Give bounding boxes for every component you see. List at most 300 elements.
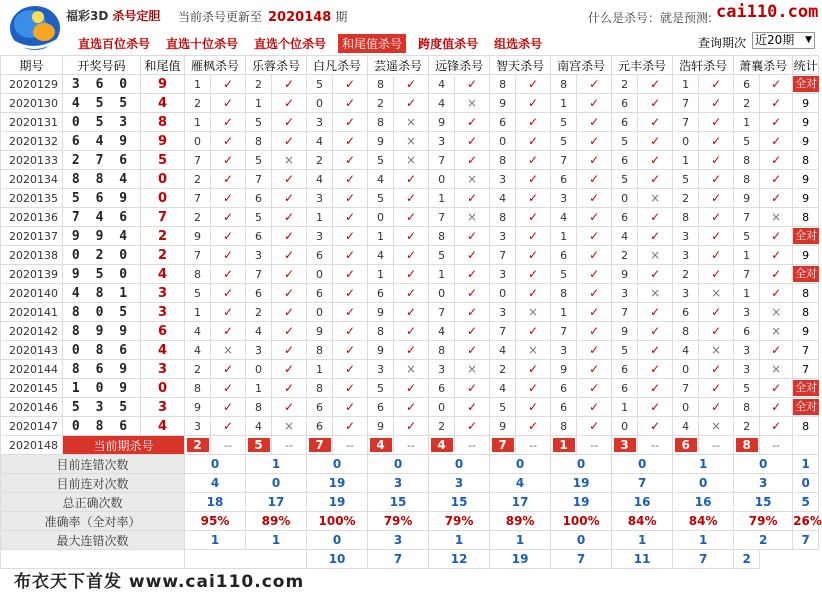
check-mark-icon: ✓ (272, 341, 307, 360)
check-mark-icon: ✓ (577, 284, 612, 303)
kill-value: 3 (307, 189, 333, 208)
kill-value: 0 (368, 208, 394, 227)
extra-value: 19 (490, 550, 551, 569)
wrong-mark-icon: × (455, 94, 490, 113)
current-kill-number: 1 (553, 438, 575, 452)
kill-value: 4 (307, 132, 333, 151)
kill-value: 7 (734, 208, 760, 227)
kill-value: 3 (429, 132, 455, 151)
kill-value: 4 (368, 246, 394, 265)
draw-numbers: 6 4 9 (63, 132, 141, 151)
period-cell: 2020134 (1, 170, 63, 189)
kill-value: 9 (734, 189, 760, 208)
kill-value: 6 (551, 379, 577, 398)
draw-numbers: 0 5 3 (63, 113, 141, 132)
check-mark-icon: ✓ (333, 398, 368, 417)
check-mark-icon: ✓ (699, 75, 734, 94)
summary-value: 0 (734, 455, 793, 474)
check-mark-icon: ✓ (333, 227, 368, 246)
kill-value: 7 (673, 113, 699, 132)
kill-value: 1 (368, 227, 394, 246)
table-row (1, 94, 819, 113)
wrong-mark-icon: × (699, 417, 734, 436)
extra-value: 7 (673, 550, 734, 569)
kill-value: 2 (612, 246, 638, 265)
check-mark-icon: ✓ (577, 227, 612, 246)
summary-value: 26% (793, 512, 819, 531)
check-mark-icon: ✓ (333, 246, 368, 265)
kill-value: 3 (246, 246, 272, 265)
col-expert: 雁枫杀号 (185, 56, 246, 75)
check-mark-icon: ✓ (455, 341, 490, 360)
check-mark-icon: ✓ (394, 417, 429, 436)
kill-value: 6 (307, 284, 333, 303)
kill-value: 4 (246, 322, 272, 341)
kill-value: 4 (368, 170, 394, 189)
kill-value: 0 (490, 132, 516, 151)
current-kill-dash: -- (394, 436, 429, 455)
col-numbers: 开奖号码 (63, 56, 141, 75)
draw-numbers: 1 0 9 (63, 379, 141, 398)
kill-value: 6 (612, 360, 638, 379)
check-mark-icon: ✓ (577, 265, 612, 284)
kill-value: 5 (734, 132, 760, 151)
kill-value: 8 (368, 322, 394, 341)
check-mark-icon: ✓ (516, 113, 551, 132)
summary-row (1, 512, 819, 531)
check-mark-icon: ✓ (272, 360, 307, 379)
tail-value: 3 (141, 360, 185, 379)
summary-value: 16 (673, 493, 734, 512)
extra-value: 7 (368, 550, 429, 569)
summary-value: 0 (793, 474, 819, 493)
current-kill-cell (368, 436, 394, 455)
kill-value: 3 (490, 170, 516, 189)
current-kill-cell (307, 436, 333, 455)
summary-value: 1 (246, 455, 307, 474)
period-cell: 2020145 (1, 379, 63, 398)
check-mark-icon: ✓ (699, 170, 734, 189)
kill-value: 1 (246, 379, 272, 398)
current-kill-cell (429, 436, 455, 455)
kill-value: 4 (429, 94, 455, 113)
col-expert: 乐蓉杀号 (246, 56, 307, 75)
kill-value: 5 (551, 265, 577, 284)
check-mark-icon: ✓ (516, 132, 551, 151)
kill-value: 9 (185, 398, 211, 417)
check-mark-icon: ✓ (699, 132, 734, 151)
nav-tab-1[interactable]: 直选十位杀号 (166, 37, 239, 51)
kill-value: 2 (246, 75, 272, 94)
draw-numbers: 3 6 0 (63, 75, 141, 94)
period-cell: 2020129 (1, 75, 63, 94)
check-mark-icon: ✓ (211, 379, 246, 398)
tail-value: 2 (141, 246, 185, 265)
kill-value: 7 (612, 303, 638, 322)
wrong-mark-icon: × (699, 284, 734, 303)
summary-value: 19 (551, 493, 612, 512)
check-mark-icon: ✓ (638, 398, 673, 417)
check-mark-icon: ✓ (760, 189, 793, 208)
kill-value: 5 (368, 151, 394, 170)
check-mark-icon: ✓ (211, 189, 246, 208)
kill-value: 0 (307, 303, 333, 322)
check-mark-icon: ✓ (211, 417, 246, 436)
period-cell: 2020135 (1, 189, 63, 208)
kill-value: 8 (368, 75, 394, 94)
check-mark-icon: ✓ (394, 75, 429, 94)
kill-value: 6 (612, 379, 638, 398)
kill-value: 6 (429, 379, 455, 398)
kill-value: 1 (185, 113, 211, 132)
query-label: 查询期次 (698, 36, 747, 50)
check-mark-icon: ✓ (760, 227, 793, 246)
check-mark-icon: ✓ (394, 208, 429, 227)
kill-value: 5 (368, 379, 394, 398)
nav-tab-2[interactable]: 直选个位杀号 (254, 37, 327, 51)
kill-value: 6 (612, 151, 638, 170)
kill-value: 1 (551, 94, 577, 113)
kill-value: 7 (185, 189, 211, 208)
summary-value: 19 (307, 474, 368, 493)
kill-value: 5 (734, 227, 760, 246)
summary-value: 1 (673, 455, 734, 474)
current-kill-number: 6 (675, 438, 697, 452)
kill-value: 8 (673, 208, 699, 227)
check-mark-icon: ✓ (333, 94, 368, 113)
current-kill-cell (551, 436, 577, 455)
nav-tab-3[interactable]: 和尾值杀号 (338, 34, 406, 53)
check-mark-icon: ✓ (638, 360, 673, 379)
kill-value: 1 (368, 265, 394, 284)
kill-value: 7 (246, 265, 272, 284)
check-mark-icon: ✓ (516, 322, 551, 341)
kill-value: 0 (307, 94, 333, 113)
check-mark-icon: ✓ (272, 284, 307, 303)
check-mark-icon: ✓ (577, 94, 612, 113)
wrong-mark-icon: × (455, 170, 490, 189)
kill-value: 9 (368, 341, 394, 360)
kill-value: 9 (307, 322, 333, 341)
current-kill-label: 当前期杀号 (63, 436, 185, 455)
check-mark-icon: ✓ (577, 75, 612, 94)
all-correct-badge: 全对 (795, 267, 818, 280)
kill-value: 9 (490, 417, 516, 436)
col-expert: 智天杀号 (490, 56, 551, 75)
kill-value: 7 (490, 322, 516, 341)
kill-value: 6 (734, 322, 760, 341)
check-mark-icon: ✓ (455, 417, 490, 436)
summary-value: 5 (793, 493, 819, 512)
check-mark-icon: ✓ (638, 341, 673, 360)
tail-value: 4 (141, 265, 185, 284)
current-kill-dash: -- (272, 436, 307, 455)
check-mark-icon: ✓ (333, 341, 368, 360)
tail-value: 9 (141, 75, 185, 94)
check-mark-icon: ✓ (455, 189, 490, 208)
check-mark-icon: ✓ (333, 379, 368, 398)
summary-value: 79% (368, 512, 429, 531)
summary-value: 1 (793, 455, 819, 474)
period-cell: 2020146 (1, 398, 63, 417)
kill-value: 0 (429, 170, 455, 189)
kill-value: 8 (734, 151, 760, 170)
current-kill-number: 3 (614, 438, 636, 452)
kill-value: 8 (490, 151, 516, 170)
col-tail: 和尾值 (141, 56, 185, 75)
summary-value: 15 (429, 493, 490, 512)
check-mark-icon: ✓ (760, 398, 793, 417)
check-mark-icon: ✓ (577, 360, 612, 379)
check-mark-icon: ✓ (455, 246, 490, 265)
kill-value: 9 (612, 265, 638, 284)
nav-tab-5[interactable]: 组选杀号 (494, 37, 543, 51)
kill-value: 1 (185, 75, 211, 94)
all-correct-badge: 全对 (795, 77, 818, 90)
summary-row (1, 474, 819, 493)
stat-cell (793, 75, 819, 94)
stat-cell: 7 (793, 360, 819, 379)
kill-value: 8 (368, 113, 394, 132)
tail-value: 9 (141, 132, 185, 151)
kill-value: 9 (551, 360, 577, 379)
kill-value: 4 (612, 227, 638, 246)
check-mark-icon: ✓ (516, 379, 551, 398)
kill-value: 3 (368, 360, 394, 379)
check-mark-icon: ✓ (577, 322, 612, 341)
draw-numbers: 4 5 5 (63, 94, 141, 113)
check-mark-icon: ✓ (699, 227, 734, 246)
kill-value: 6 (551, 170, 577, 189)
check-mark-icon: ✓ (577, 341, 612, 360)
period-cell: 2020131 (1, 113, 63, 132)
period-cell: 2020138 (1, 246, 63, 265)
kill-value: 6 (551, 246, 577, 265)
wrong-mark-icon: × (455, 208, 490, 227)
col-expert: 白凡杀号 (307, 56, 368, 75)
check-mark-icon: ✓ (211, 75, 246, 94)
stat-cell (793, 398, 819, 417)
col-expert: 浩轩杀号 (673, 56, 734, 75)
stat-cell: 8 (793, 208, 819, 227)
draw-numbers: 2 7 6 (63, 151, 141, 170)
check-mark-icon: ✓ (516, 170, 551, 189)
kill-value: 2 (612, 75, 638, 94)
check-mark-icon: ✓ (211, 170, 246, 189)
period-select[interactable]: 近20期 ▼ (752, 32, 815, 49)
check-mark-icon: ✓ (699, 94, 734, 113)
kill-value: 3 (673, 246, 699, 265)
check-mark-icon: ✓ (272, 170, 307, 189)
kill-value: 9 (368, 417, 394, 436)
summary-value: 100% (551, 512, 612, 531)
check-mark-icon: ✓ (577, 379, 612, 398)
kill-value: 8 (185, 265, 211, 284)
period-cell: 2020139 (1, 265, 63, 284)
check-mark-icon: ✓ (455, 303, 490, 322)
summary-value: 89% (490, 512, 551, 531)
current-kill-number: 5 (248, 438, 270, 452)
kill-value: 5 (368, 189, 394, 208)
check-mark-icon: ✓ (516, 265, 551, 284)
summary-value: 4 (490, 474, 551, 493)
kill-value: 3 (185, 417, 211, 436)
table-row (1, 246, 819, 265)
check-mark-icon: ✓ (333, 360, 368, 379)
current-kill-cell (185, 436, 211, 455)
check-mark-icon: ✓ (699, 398, 734, 417)
summary-label: 最大连错次数 (1, 531, 185, 550)
kill-value: 5 (551, 113, 577, 132)
kill-value: 3 (490, 227, 516, 246)
summary-value: 16 (612, 493, 673, 512)
kill-value: 5 (612, 170, 638, 189)
period-cell: 2020136 (1, 208, 63, 227)
kill-value: 5 (551, 132, 577, 151)
tail-value: 8 (141, 113, 185, 132)
kill-value: 5 (429, 246, 455, 265)
wrong-mark-icon: × (760, 208, 793, 227)
check-mark-icon: ✓ (211, 113, 246, 132)
kill-value: 7 (429, 151, 455, 170)
summary-value: 3 (368, 531, 429, 550)
check-mark-icon: ✓ (394, 170, 429, 189)
kill-value: 6 (612, 113, 638, 132)
check-mark-icon: ✓ (272, 113, 307, 132)
summary-value: 7 (612, 474, 673, 493)
check-mark-icon: ✓ (211, 360, 246, 379)
tail-value: 5 (141, 151, 185, 170)
period-cell: 2020141 (1, 303, 63, 322)
check-mark-icon: ✓ (272, 132, 307, 151)
kill-value: 0 (673, 398, 699, 417)
current-kill-dash: -- (577, 436, 612, 455)
period-cell: 2020133 (1, 151, 63, 170)
summary-value: 0 (490, 455, 551, 474)
check-mark-icon: ✓ (272, 189, 307, 208)
kill-value: 2 (368, 94, 394, 113)
summary-value: 15 (368, 493, 429, 512)
summary-value: 1 (246, 531, 307, 550)
check-mark-icon: ✓ (272, 379, 307, 398)
kill-value: 9 (368, 303, 394, 322)
extra-row-blank (185, 550, 307, 569)
check-mark-icon: ✓ (577, 189, 612, 208)
table-row (1, 284, 819, 303)
kill-value: 2 (490, 360, 516, 379)
tail-value: 3 (141, 303, 185, 322)
check-mark-icon: ✓ (455, 265, 490, 284)
stat-cell: 9 (793, 170, 819, 189)
period-cell: 2020132 (1, 132, 63, 151)
nav-tab-0[interactable]: 直选百位杀号 (78, 37, 151, 51)
kill-value: 0 (490, 284, 516, 303)
extra-row (1, 550, 819, 569)
tail-value: 4 (141, 341, 185, 360)
check-mark-icon: ✓ (272, 303, 307, 322)
kill-value: 2 (734, 417, 760, 436)
table-row (1, 170, 819, 189)
current-kill-cell (612, 436, 638, 455)
check-mark-icon: ✓ (394, 379, 429, 398)
current-kill-dash: -- (699, 436, 734, 455)
site-link[interactable]: cai110.com (716, 2, 819, 22)
col-stat: 统计 (793, 56, 819, 75)
wrong-mark-icon: × (760, 303, 793, 322)
stat-cell: 8 (793, 303, 819, 322)
current-kill-dash: -- (455, 436, 490, 455)
kill-value: 2 (429, 417, 455, 436)
table-row (1, 341, 819, 360)
current-kill-dash: -- (516, 436, 551, 455)
kill-value: 5 (246, 113, 272, 132)
summary-value: 17 (490, 493, 551, 512)
kill-value: 3 (734, 341, 760, 360)
kill-value: 6 (246, 284, 272, 303)
kill-value: 0 (673, 360, 699, 379)
kill-value: 5 (307, 75, 333, 94)
summary-value: 2 (734, 531, 793, 550)
check-mark-icon: ✓ (333, 208, 368, 227)
table-row (1, 417, 819, 436)
check-mark-icon: ✓ (211, 132, 246, 151)
extra-row-footer-space (1, 550, 185, 569)
check-mark-icon: ✓ (577, 151, 612, 170)
summary-value: 1 (673, 531, 734, 550)
update-issue: 2020148 (268, 10, 332, 25)
summary-row (1, 531, 819, 550)
check-mark-icon: ✓ (211, 94, 246, 113)
kill-value: 2 (307, 151, 333, 170)
kill-value: 8 (673, 322, 699, 341)
summary-value: 0 (612, 455, 673, 474)
kill-value: 7 (673, 94, 699, 113)
kill-value: 4 (673, 417, 699, 436)
summary-label: 准确率（全对率） (1, 512, 185, 531)
table-row (1, 151, 819, 170)
kill-value: 0 (612, 189, 638, 208)
check-mark-icon: ✓ (516, 284, 551, 303)
kill-value: 6 (612, 94, 638, 113)
check-mark-icon: ✓ (638, 132, 673, 151)
kill-value: 2 (673, 265, 699, 284)
table-row (1, 132, 819, 151)
check-mark-icon: ✓ (394, 189, 429, 208)
kill-value: 3 (307, 227, 333, 246)
table-row (1, 189, 819, 208)
check-mark-icon: ✓ (455, 379, 490, 398)
nav-tab-4[interactable]: 跨度值杀号 (418, 37, 479, 51)
footer-credit: 布衣天下首发 www.cai110.com (14, 572, 305, 592)
kill-value: 1 (429, 189, 455, 208)
kill-value: 0 (673, 132, 699, 151)
kill-value: 9 (612, 322, 638, 341)
check-mark-icon: ✓ (211, 151, 246, 170)
check-mark-icon: ✓ (211, 322, 246, 341)
kill-value: 4 (185, 341, 211, 360)
stat-cell (793, 227, 819, 246)
check-mark-icon: ✓ (516, 246, 551, 265)
current-kill-dash: -- (638, 436, 673, 455)
summary-value: 0 (551, 531, 612, 550)
stat-cell: 9 (793, 132, 819, 151)
tail-value: 0 (141, 170, 185, 189)
kill-value: 8 (551, 75, 577, 94)
kill-value: 3 (734, 360, 760, 379)
current-period: 2020148 (1, 436, 63, 455)
check-mark-icon: ✓ (699, 208, 734, 227)
check-mark-icon: ✓ (516, 360, 551, 379)
